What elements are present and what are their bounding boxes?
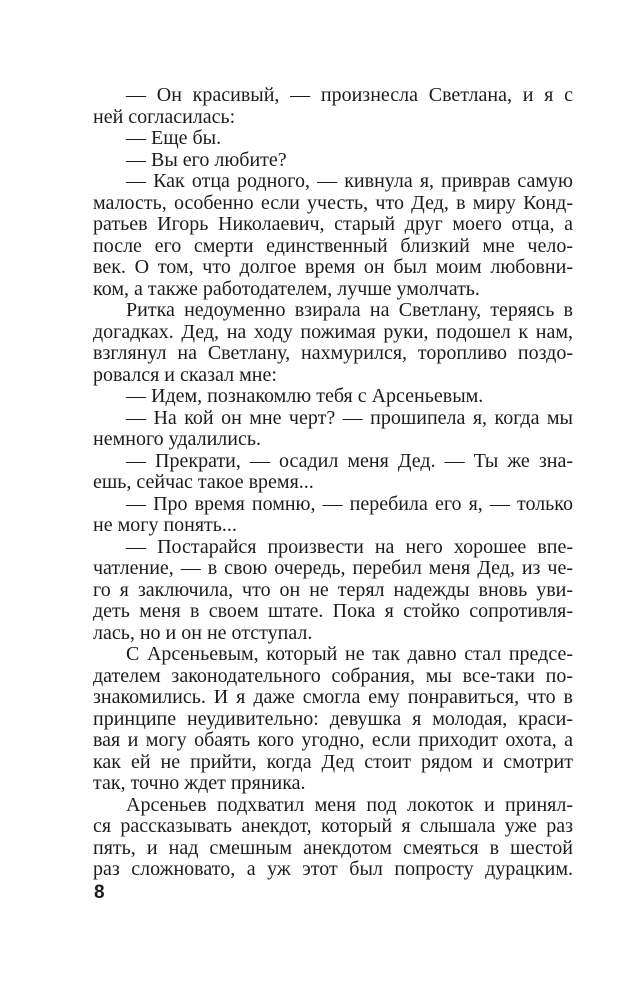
text-line: как ей не прийти, когда Дед стоит рядом и смотрит — [93, 750, 573, 773]
text-line: ком, а также работодателем, лучше умолчать. — [93, 277, 480, 300]
text-line: С Арсеньевым, который не так давно стал предсе- — [126, 643, 573, 665]
text-line: пять, и над смешным анекдотом смеяться в шестой — [93, 836, 573, 859]
text-line: так, точно ждет пряника. — [93, 772, 306, 794]
text-line: дателем законодательного собрания, мы все-таки по- — [93, 664, 573, 687]
text-line: — Вы его любите? — [126, 148, 287, 171]
text-line: лась, но и он не отступал. — [93, 621, 313, 644]
text-line: взглянул на Светлану, нахмурился, торопливо поздо- — [93, 342, 573, 364]
text-line: — Постарайся произвести на него хорошее впе- — [126, 535, 573, 558]
text-line: не могу понять... — [93, 514, 237, 536]
text-line: — Прекрати, — осадил меня Дед. — Ты же зна- — [126, 449, 573, 472]
text-line: ней согласилась: — [93, 105, 236, 128]
text-line: — Как отца родного, — кивнула я, приврав самую — [126, 170, 573, 192]
text-line: — Он красивый, — произнесла Светлана, и я с — [126, 84, 573, 106]
text-line: Арсеньев подхватил меня под локоток и принял- — [126, 793, 573, 816]
text-line: — На кой он мне черт? — прошипела я, когда мы — [126, 406, 573, 429]
text-line: — Еще бы. — [126, 127, 222, 149]
text-line: ровался и сказал мне: — [93, 363, 277, 386]
text-line: принципе неудивительно: девушка я молодая, краси- — [93, 707, 573, 730]
text-line: раз сложновато, а уж этот был попросту дурацким. — [93, 858, 573, 880]
text-line: ешь, сейчас такое время... — [93, 471, 314, 493]
text-line: Ритка недоуменно взирала на Светлану, теряясь в — [126, 299, 573, 321]
text-line: вая и могу обаять кого угодно, если приходит охота, а — [93, 729, 573, 751]
text-line: ся рассказывать анекдот, который я слышала уже раз — [93, 815, 573, 837]
text-line: чатление, — в свою очередь, перебил меня Дед, из че- — [93, 557, 573, 579]
text-line: го я заключила, что он не терял надежды вновь уви- — [93, 578, 573, 601]
text-line: ратьев Игорь Николаевич, старый друг моего отца, а — [93, 213, 573, 235]
text-line: — Про время помню, — перебила его я, — только — [126, 492, 573, 515]
page-number: 8 — [94, 882, 105, 903]
text-line: немного удалились. — [93, 428, 261, 450]
text-line: знакомились. И я даже смогла ему понравиться, что в — [93, 686, 573, 708]
text-line: — Идем, познакомлю тебя с Арсеньевым. — [126, 385, 484, 407]
text-line: малость, особенно если учесть, что Дед, в миру Конд- — [93, 191, 573, 214]
book-page-text — [93, 85, 573, 881]
text-line: деть меня в своем штате. Пока я стойко сопротивля- — [93, 600, 573, 622]
text-line: век. О том, что долгое время он был моим любовни- — [93, 256, 573, 278]
text-line: после его смерти единственный близкий мне чело- — [93, 234, 573, 257]
text-line: догадках. Дед, на ходу пожимая руки, подошел к нам, — [93, 320, 573, 343]
